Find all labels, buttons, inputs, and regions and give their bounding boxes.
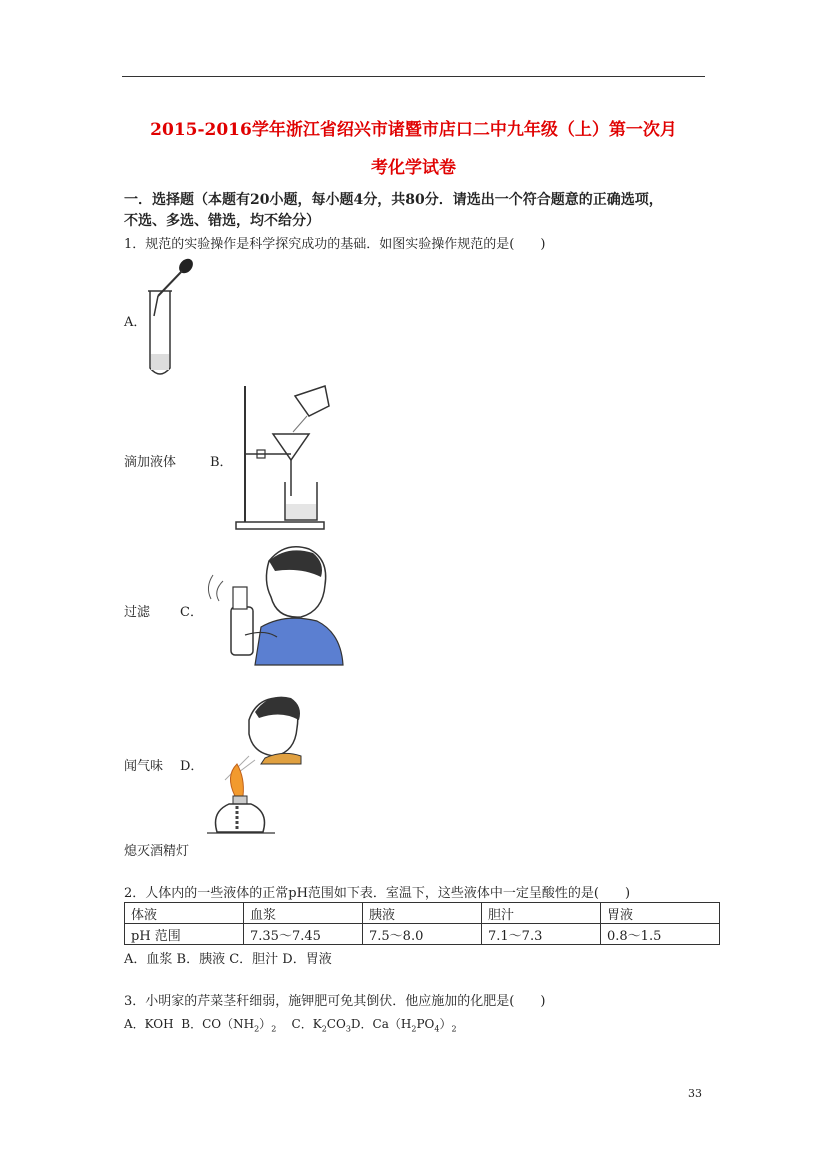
table-cell: 7.35～7.45 (244, 924, 363, 945)
filtration-figure (233, 386, 333, 532)
q3-option-b: B．$CO(NH_2)_2$ (181, 1017, 277, 1034)
table-header-cell: 体液 (125, 903, 244, 924)
q2-options: A．血浆 B．胰液 C．胆汁 D．胃液 (124, 952, 332, 967)
q1-option-d-caption: 熄灭酒精灯 (124, 844, 190, 859)
table-cell: 0.8～1.5 (601, 924, 720, 945)
table-cell: pH 范围 (125, 924, 244, 945)
header-rule (122, 76, 705, 77)
q1-option-b-caption: 过滤 (124, 605, 151, 620)
q1-option-c-caption: 闻气味 (124, 759, 164, 774)
section-heading-line2: 不选、多选、错选，均不给分） (124, 213, 320, 229)
q1-option-d-letter: D． (180, 759, 204, 774)
table-row (125, 903, 720, 924)
table-header-cell: 胆汁 (482, 903, 601, 924)
section-heading-line1: 一．选择题（本题有20小题，每小题4分，共80分．请选出一个符合题意的正确选项， (124, 192, 663, 208)
ph-table (124, 902, 720, 945)
page-title-line1: 2015-2016学年浙江省绍兴市诸暨市店口二中九年级（上）第一次月 (150, 120, 677, 140)
table-cell: 7.1～7.3 (482, 924, 601, 945)
table-cell: 7.5～8.0 (363, 924, 482, 945)
table-header-cell: 胃液 (601, 903, 720, 924)
table-header-cell: 胰液 (363, 903, 482, 924)
smelling-figure (205, 541, 345, 665)
q3-option-a: A．KOH (124, 1017, 174, 1031)
table-row (125, 924, 720, 945)
alcohol-lamp-figure (205, 690, 315, 836)
q3-option-d: D．$Ca(H_2PO_4)_2$ (350, 1017, 457, 1034)
table-header-cell: 血浆 (244, 903, 363, 924)
q1-option-c-letter: C． (180, 605, 203, 620)
dropper-test-tube-figure (140, 256, 200, 380)
q3-option-c: C．$K_2CO_3$ (291, 1017, 351, 1034)
q1-stem: 1．规范的实验操作是科学探究成功的基础．如图实验操作规范的是( ) (124, 237, 546, 252)
page-title-line2: 考化学试卷 (371, 158, 456, 178)
q1-option-a-caption: 滴加液体 (124, 455, 177, 470)
q3-options (124, 1015, 457, 1033)
q3-stem: 3．小明家的芹菜茎秆细弱，施钾肥可免其倒伏．他应施加的化肥是( ) (124, 994, 546, 1009)
q1-option-b-letter: B． (210, 455, 233, 470)
q2-stem: 2．人体内的一些液体的正常pH范围如下表．室温下，这些液体中一定呈酸性的是( ) (124, 886, 631, 901)
page-number: 33 (688, 1087, 702, 1100)
q1-option-a-letter: A． (124, 315, 147, 330)
